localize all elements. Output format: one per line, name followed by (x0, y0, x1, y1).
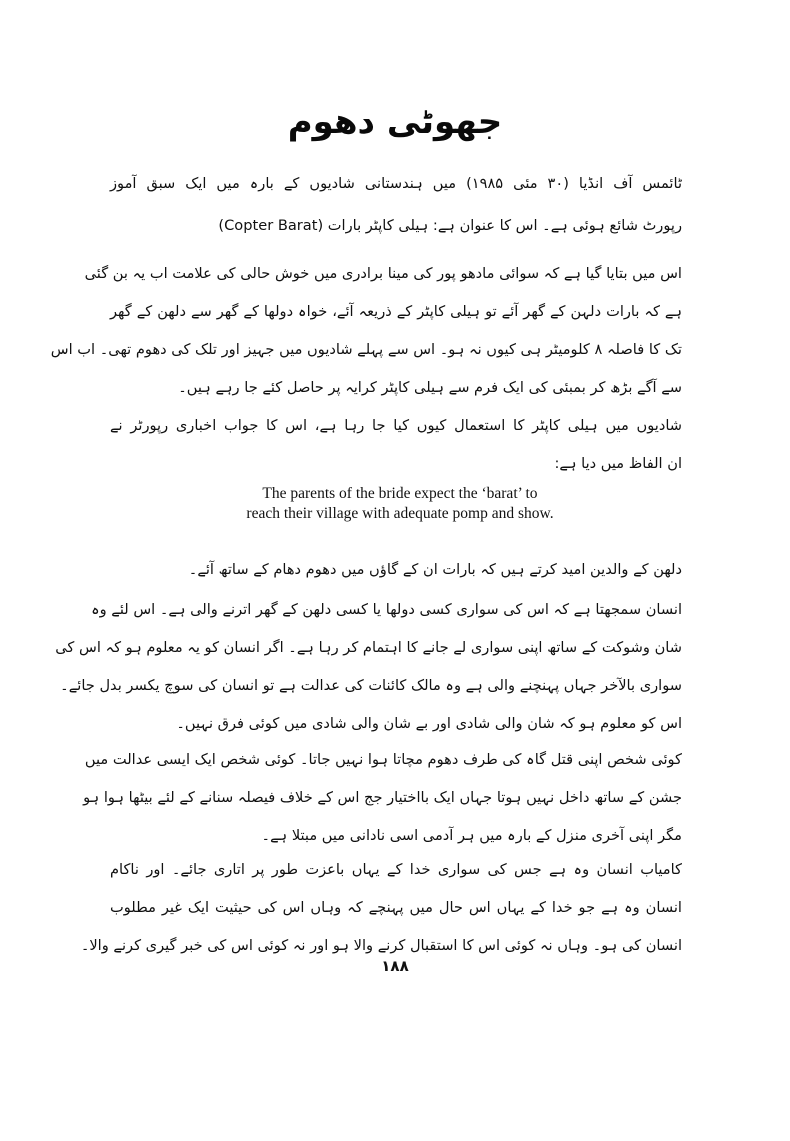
paragraph-translation (110, 560, 682, 580)
paragraph-court (83, 750, 682, 846)
paragraph-line: کوئی شخص اپنی قتل گاہ کی طرف دھوم مچاتا ہوا نہیں جاتا۔ کوئی شخص ایک ایسی عدالت میں (84, 751, 682, 768)
paragraph-line: شادیوں میں ہیلی کاپٹر کا استعمال کیوں کیا جا رہا ہے، اس کا جواب اخباری رپورٹر نے (110, 417, 682, 434)
english-quotation (150, 484, 650, 524)
paragraph-line: ہے کہ بارات دلہن کے گھر آئے تو ہیلی کاپٹر کے ذریعہ آئے، خواہ دولھا کے گھر سے دلھن کے گھر (110, 303, 682, 320)
page-title: جھوٹی دھوم (287, 102, 503, 142)
page-number: ۱۸۸ (381, 957, 409, 975)
paragraph-line: رپورٹ شائع ہوئی ہے۔ اس کا عنوان ہے: ہیلی کاپٹر بارات (Copter Barat) (218, 217, 682, 234)
paragraph-line: اس میں بتایا گیا ہے کہ سوائی مادھو پور کی مینا برادری میں خوش حالی کی علامت اب یہ بن گئی (84, 265, 682, 282)
paragraph-line: دلھن کے والدین امید کرتے ہیں کہ بارات ان کے گاؤں میں دھوم دھام کے ساتھ آئے۔ (188, 561, 682, 578)
paragraph-line: سے آگے بڑھ کر بمبئی کی ایک فرم سے ہیلی کاپٹر کرایہ پر حاصل کئے جا رہے ہیں۔ (178, 379, 682, 396)
paragraph-report (50, 264, 682, 398)
paragraph-line: مگر اپنی آخری منزل کے بارہ میں ہر آدمی اسی نادانی میں مبتلا ہے۔ (261, 827, 682, 844)
quotation-line: reach their village with adequate pomp and show. (246, 505, 554, 522)
paragraph-line: شان وشوکت کے ساتھ اپنی سواری لے جانے کا اہتمام کر رہا ہے۔ اگر انسان کو یہ معلوم ہو کہ اس کی (55, 639, 682, 656)
paragraph-question (110, 416, 682, 474)
paragraph-line: تک کا فاصلہ ۸ کلومیٹر ہی کیوں نہ ہو۔ اس سے پہلے شادیوں میں جہیز اور تلک کی دھوم تھی۔ اب اس (50, 341, 682, 358)
paragraph-line: انسان وہ ہے جو خدا کے یہاں اس حال میں پہنچے کہ وہاں اس کی حیثیت ایک غیر مطلوب (110, 899, 682, 916)
paragraph-reflection (55, 600, 682, 734)
paragraph-line: ٹائمس آف انڈیا (۳۰ مئی ۱۹۸۵) میں ہندستانی شادیوں کے بارہ میں ایک سبق آموز (110, 175, 682, 192)
paragraph-line: ان الفاظ میں دیا ہے: (554, 455, 682, 472)
paragraph-line: اس کو معلوم ہو کہ شان والی شادی اور بے شان والی شادی میں کوئی فرق نہیں۔ (176, 715, 682, 732)
paragraph-line: جشن کے ساتھ داخل نہیں ہوتا جہاں ایک بااختیار جج اس کے خلاف فیصلہ سنانے کے لئے بیٹھا ہوا ہو (83, 789, 682, 806)
paragraph-line: انسان سمجھتا ہے کہ اس کی سواری کسی دولھا یا کسی دلھن کے گھر اترنے والی ہے۔ اس لئے وہ (91, 601, 682, 618)
paragraph-line: سواری بالآخر جہاں پہنچنے والی ہے وہ مالک کائنات کی عدالت ہے تو انسان کی سوچ یکسر بدل جائے۔ (60, 677, 682, 694)
paragraph-intro (110, 174, 682, 236)
paragraph-line: انسان کی ہو۔ وہاں نہ کوئی اس کا استقبال کرنے والا ہو اور نہ کوئی اس کی خبر گیری کرنے والا۔ (80, 937, 682, 954)
quotation-line: The parents of the bride expect the ‘barat’ to (262, 485, 538, 502)
paragraph-conclusion (80, 860, 682, 956)
paragraph-line: کامیاب انسان وہ ہے جس کی سواری خدا کے یہاں باعزت طور پر اتاری جائے۔ اور ناکام (110, 861, 682, 878)
